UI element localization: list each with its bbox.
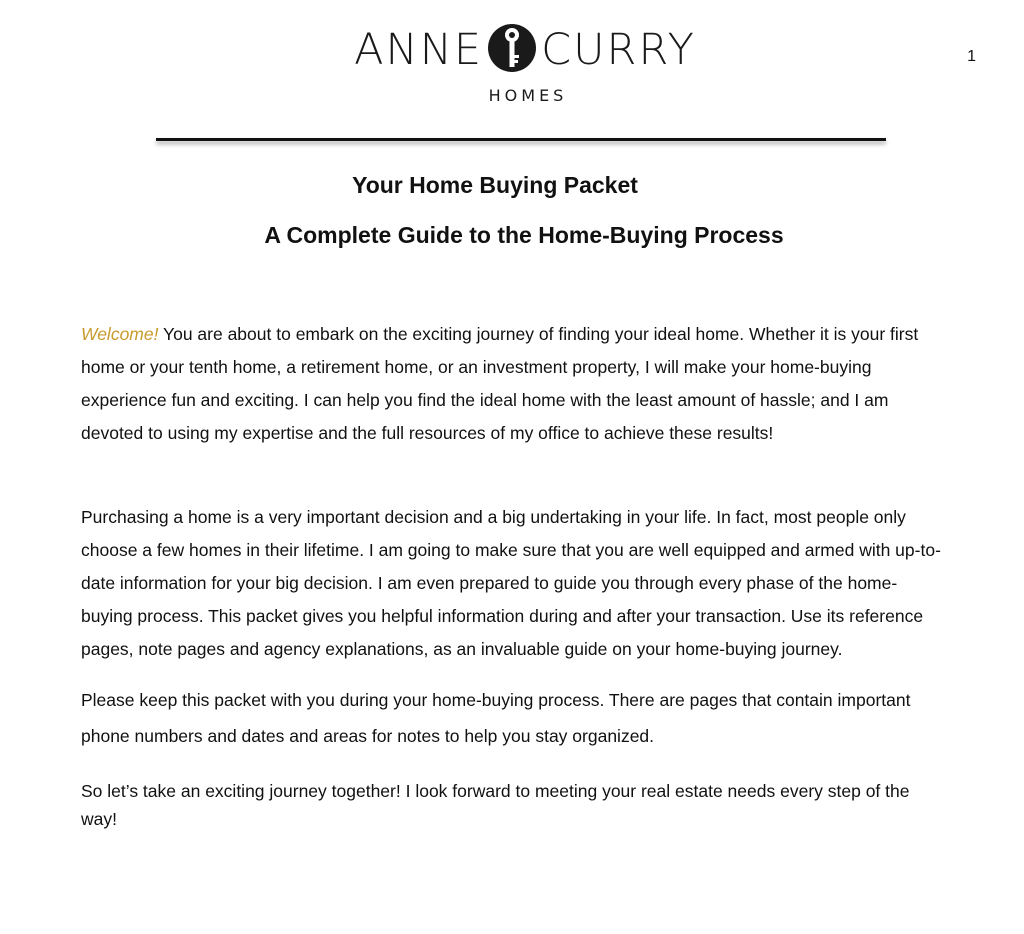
- logo-wordmark: [320, 14, 730, 86]
- document-title: Your Home Buying Packet: [352, 172, 638, 198]
- key-icon: [487, 15, 537, 86]
- logo-text-anne: ANNE: [354, 24, 484, 75]
- paragraph-purchasing: Purchasing a home is a very important decision and a big undertaking in your life. In fact, most people only choose a few homes in their lifetime. I am going to make sure that you are well equipped and armed with up-to-date information for your big decision. I am even prepared to guide you through every phase of the home-buying process. This packet gives you helpful information during and after your transaction. Use its reference pages, note pages and agency explanations, as an invaluable guide on your home-buying journey.: [81, 507, 941, 659]
- paragraph-welcome: [81, 318, 943, 450]
- welcome-lead: Welcome!: [81, 324, 159, 344]
- company-logo: [320, 14, 730, 110]
- paragraph-keep-packet: Please keep this packet with you during your home-buying process. There are pages that contain important phone numbers and dates and areas for notes to help you stay organized.: [81, 690, 911, 746]
- logo-text-curry: CURRY: [541, 24, 696, 75]
- header-divider: [156, 138, 886, 141]
- welcome-text: You are about to embark on the exciting journey of finding your ideal home. Whether it is your first home or your tenth home, a retirement home, or an investment property, I will make your home-buying experience fun and exciting. I can help you find the ideal home with the least amount of hassle; and I am devoted to using my expertise and the full resources of my office to achieve these results!: [81, 324, 919, 443]
- document-body: [81, 318, 943, 833]
- logo-text-homes: HOMES: [488, 86, 568, 105]
- page-number: 1: [967, 48, 976, 65]
- document-subtitle: A Complete Guide to the Home-Buying Process: [264, 222, 784, 248]
- paragraph-closing: So let’s take an exciting journey together! I look forward to meeting your real estate needs every step of the way!: [81, 781, 910, 829]
